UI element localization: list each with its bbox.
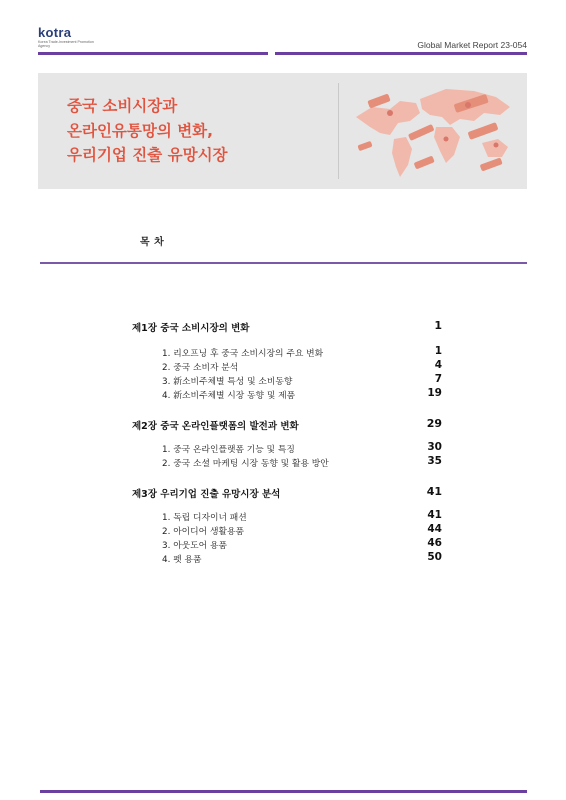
toc-section-page: 1 xyxy=(434,345,442,357)
toc-section-page: 30 xyxy=(427,441,442,453)
toc-chapter-title: 제1장 중국 소비시장의 변화 xyxy=(132,323,250,334)
toc-section-1-4[interactable] xyxy=(132,388,442,404)
world-map-illustration xyxy=(350,77,520,185)
logo-subtitle: Korea Trade-Investment Promotion Agency xyxy=(38,40,94,49)
toc-section-title: 2. 중국 소셜 마케팅 시장 동향 및 활용 방안 xyxy=(162,459,329,469)
kotra-logo xyxy=(38,26,98,49)
toc-section-title: 1. 중국 온라인플랫폼 기능 및 특징 xyxy=(162,445,295,455)
toc-section-title: 1. 독립 디자이너 패션 xyxy=(162,513,247,523)
toc-section-2-2[interactable] xyxy=(132,456,442,472)
toc-section-title: 3. 新소비주체별 특성 및 소비동향 xyxy=(162,377,293,387)
toc-section-page: 19 xyxy=(427,387,442,399)
toc-section-title: 1. 리오프닝 후 중국 소비시장의 주요 변화 xyxy=(162,349,324,359)
toc-chapter-1[interactable] xyxy=(132,320,442,336)
title-banner xyxy=(38,73,527,189)
toc-section-page: 46 xyxy=(427,537,442,549)
logo-wordmark: kotra xyxy=(38,25,72,40)
toc-section-page: 44 xyxy=(427,523,442,535)
toc-section-page: 41 xyxy=(427,509,442,521)
toc-section-title: 4. 新소비주체별 시장 동향 및 제품 xyxy=(162,391,296,401)
toc-chapter-page: 29 xyxy=(426,417,442,430)
report-title xyxy=(67,94,228,168)
toc-section-title: 3. 아웃도어 용품 xyxy=(162,541,227,551)
toc-chapter-title: 제3장 우리기업 진출 유망시장 분석 xyxy=(132,489,281,500)
toc-section-title: 2. 중국 소비자 분석 xyxy=(162,363,239,373)
toc-section-page: 50 xyxy=(427,551,442,563)
header-rule-left xyxy=(38,52,268,55)
report-code: Global Market Report 23-054 xyxy=(417,40,527,50)
toc-section-title: 2. 아이디어 생활용품 xyxy=(162,527,244,537)
toc-section-page: 35 xyxy=(427,455,442,467)
header-rule-right xyxy=(275,52,527,55)
toc-chapter-page: 1 xyxy=(434,319,442,332)
toc-chapter-title: 제2장 중국 온라인플랫폼의 발전과 변화 xyxy=(132,421,299,432)
toc-heading: 목 차 xyxy=(140,237,165,248)
toc-chapter-page: 41 xyxy=(426,485,442,498)
toc-section-page: 7 xyxy=(434,373,442,385)
report-title-line-3: 우리기업 진출 유망시장 xyxy=(67,146,228,164)
toc-chapter-3[interactable] xyxy=(132,486,442,502)
toc-section-3-4[interactable] xyxy=(132,552,442,568)
report-title-line-1: 중국 소비시장과 xyxy=(67,97,178,115)
toc-section-title: 4. 펫 용품 xyxy=(162,555,202,565)
footer-rule xyxy=(40,790,527,793)
banner-divider xyxy=(338,83,339,179)
toc-chapter-2[interactable] xyxy=(132,418,442,434)
toc-divider xyxy=(40,262,527,264)
report-title-line-2: 온라인유통망의 변화, xyxy=(67,121,214,140)
toc-section-page: 4 xyxy=(434,359,442,371)
